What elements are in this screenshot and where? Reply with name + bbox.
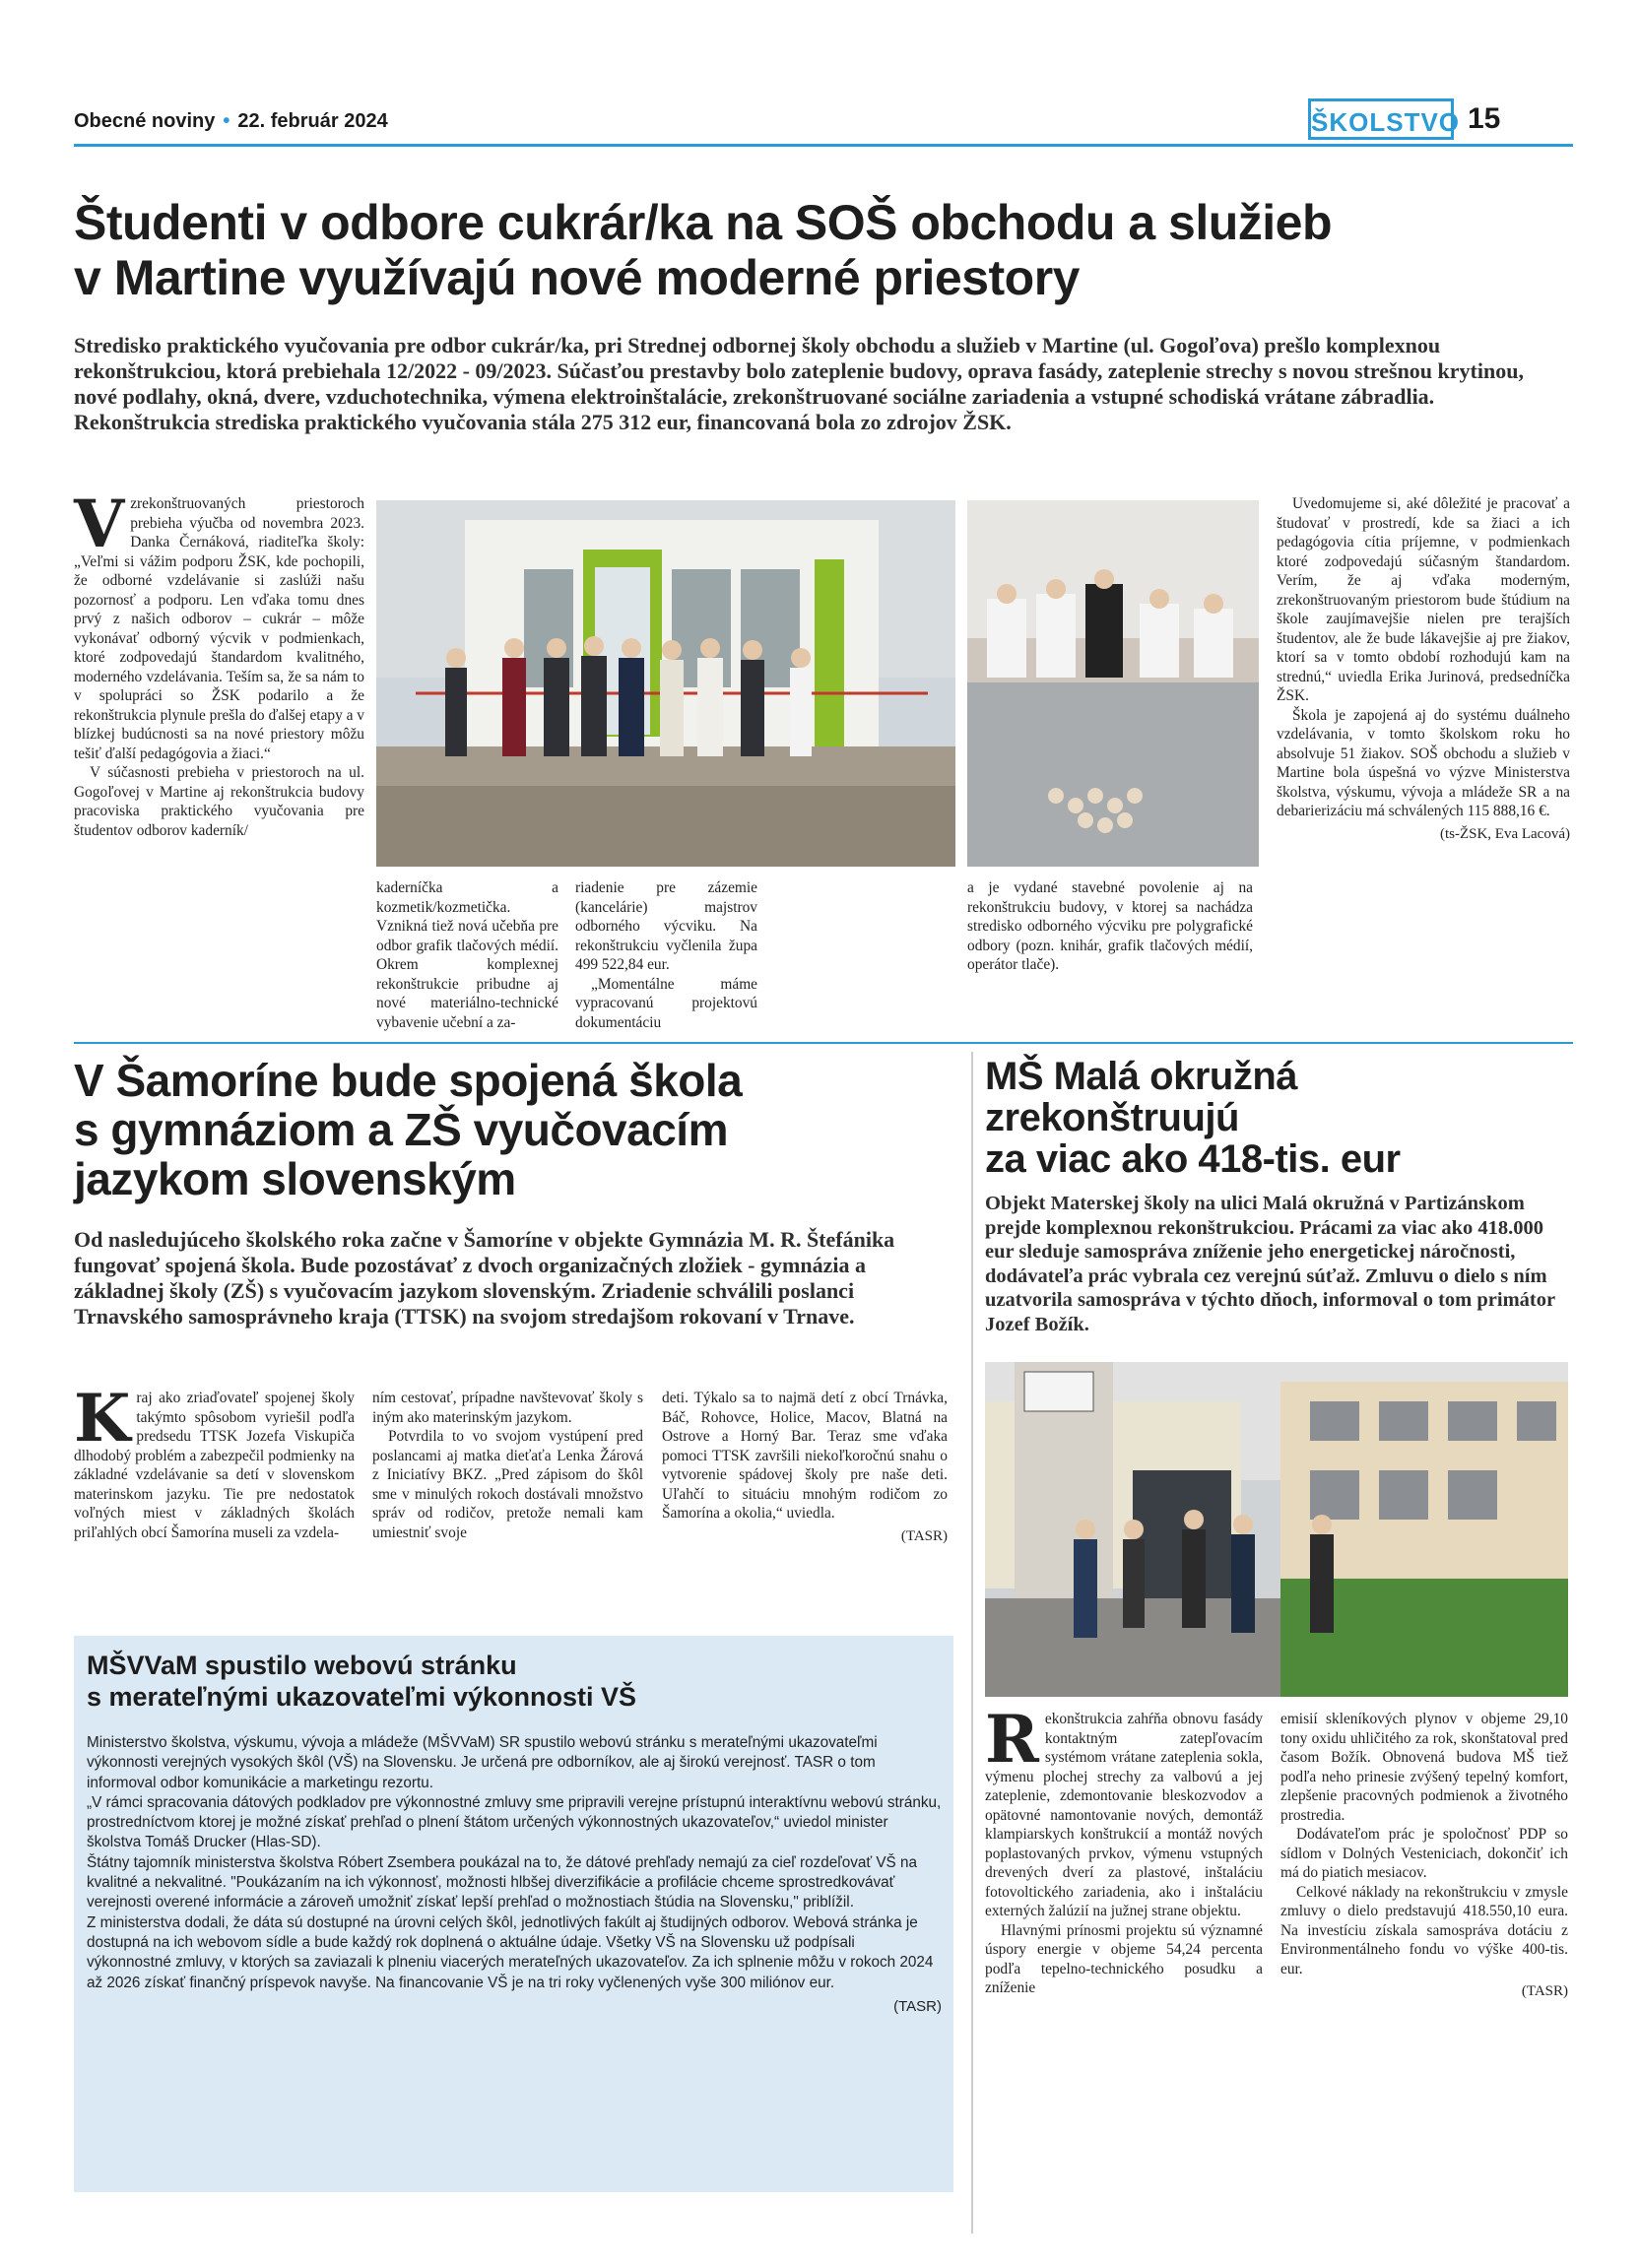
- section-badge: ŠKOLSTVO: [1308, 98, 1454, 140]
- pastry-workshop-illustration: [967, 500, 1259, 867]
- article2-col2-paragraph1: ním cestovať, prípadne navštevovať školy s iným ako materinským jazykom.: [372, 1390, 643, 1426]
- kindergarten-illustration: [985, 1362, 1568, 1697]
- article3-title-line3: za viac ako 418-tis. eur: [985, 1137, 1401, 1181]
- article1-column-2: [376, 878, 558, 1032]
- article1-headline: [74, 195, 1571, 305]
- article1-col1-paragraph1: zrekonštruovaných priestoroch prebieha výučba od novembra 2023. Danka Černáková, riaditeľka školy: „Veľmi si vážim podporu ŽSK, kde pochopili, že odborné vzdelávanie si zaslúži našu pozornosť a podporu. Len vďaka tomu dnes prvý z našich odborov – cukrár – môže vykonávať odborný výcvik v podmienkach, ktoré zodpovedajú štandardom kvalitného, moderného vzdelávania. Teším sa, že sa nám to v spolupráci so ŽSK podarilo a že rekonštrukcia plynule prešla do ďalšej etapy a v blízkej budúcnosti sa na nové priestory môžu tešiť ďalší pedagógovia a žiaci.“: [74, 495, 365, 762]
- article3-signature: (TASR): [1521, 1983, 1568, 1999]
- article3-title-line2: zrekonštruujú: [985, 1096, 1239, 1139]
- dropcap: R: [985, 1701, 1039, 1778]
- article2-col2-paragraph2: Potvrdila to vo svojom vystúpení pred poslancami aj matka dieťaťa Lenka Žárová z Iniciatívy BKZ. „Pred zápisom do škôl sme v minulých rokoch dostávali množstvo správ od rodičov, pretože nemali kam umiestniť svoje: [372, 1428, 643, 1541]
- news-box-paragraph4: Z ministerstva dodali, že dáta sú dostupné na úrovni celých škôl, jednotlivých fakúlt aj študijných odborov. Webová stránka je dostupná na ich webovom sídle a bude každý rok doplnená o aktuálne údaje. Všetky VŠ na Slovensku už podpísali výkonnostné zmluvy, v ktorých sa zaviazali k plneniu viacerých merateľných ukazovateľov. Za ich splnenie môžu v rokoch 2024 až 2026 získať finančný príspevok navyše. Na financovanie VŠ je na tri roky vyčlenených vyše 300 miliónov eur.: [87, 1913, 934, 1991]
- kindergarten-photo: [985, 1362, 1568, 1697]
- article2-title-line3: jazykom slovenským: [74, 1153, 516, 1204]
- article1-col3-paragraph2: „Momentálne máme vypracovanú projektovú dokumentáciu: [575, 975, 757, 1031]
- ribbon-cutting-photo: [376, 500, 955, 867]
- article1-column-3: [575, 878, 757, 1032]
- article2-lead: Od nasledujúceho školského roka začne v Šamoríne v objekte Gymnázia M. R. Štefánika fungovať spojená škola. Bude pozostávať z dvoch organizačných zložiek - gymnázia a základnej školy (ZŠ) s vyučovacím jazykom slovenským. Zriadenie schválili poslanci Trnavského samosprávneho kraja (TTSK) na svojom stredajšom rokovaní v Trnave.: [74, 1227, 895, 1328]
- page-number: 15: [1468, 102, 1501, 135]
- article1-col3-paragraph1: riadenie pre zázemie (kancelárie) majstrov odborného výcviku. Na rekonštrukciu vyčlenila župa 499 522,84 eur.: [575, 879, 757, 973]
- article3-title-line1: MŠ Malá okružná: [985, 1055, 1298, 1098]
- news-box-signature: (TASR): [893, 1997, 942, 2015]
- article3-column-2: [1280, 1710, 1568, 2002]
- article2-col3-paragraph: deti. Týkalo sa to najmä detí z obcí Trnávka, Báč, Rohovce, Holice, Macov, Blatná na Ostrove a Horný Bar. Teraz sme vďaka pomoci TTSK završili niekoľkoročnú snahu o vytvorenie spádovej školy pre naše deti. Uľahčí to situáciu mnohým rodičom zo Šamorína a okolia,“ uviedla.: [662, 1390, 948, 1522]
- article1-col5-paragraph2: Škola je zapojená aj do systému duálneho vzdelávania, v tomto školskom roku ho absolvuje 51 žiakov. SOŠ obchodu a služieb v Martine bola úspešná vo výzve Ministerstva školstva, výskumu, vývoja a mládeže SR a na debarierizáciu má schválených 115 888,16 €.: [1277, 706, 1570, 819]
- dropcap: K: [74, 1380, 131, 1457]
- separator-dot: •: [223, 110, 230, 132]
- issue-date: 22. február 2024: [237, 110, 388, 132]
- article1-col1-paragraph2: V súčasnosti prebieha v priestoroch na ul. Gogoľovej v Martine aj rekonštrukcia budovy pracoviska praktického vyučovania pre študentov odborov kaderník/: [74, 764, 364, 839]
- article1-column-5: [1277, 494, 1570, 844]
- article1-signature: (ts-ŽSK, Eva Lacová): [1439, 825, 1570, 842]
- article3-col1-paragraph2: Hlavnými prínosmi projektu sú významné úspory energie v objeme 54,24 percenta podľa tepelno-technického posudku a zníženie: [985, 1921, 1263, 1996]
- article3-col2-paragraph1: emisií skleníkových plynov v objeme 29,10 tony oxidu uhličitého za rok, skonštatoval pred časom Božík. Obnovená budova MŠ tiež podľa neho prinesie zvýšený tepelný komfort, zlepšenie pracovných podmienok a životného prostredia.: [1280, 1711, 1568, 1824]
- column-divider: [971, 1052, 973, 2234]
- news-box-title-line1: MŠVVaM spustilo webovú stránku: [87, 1651, 517, 1680]
- article1-column-1: [74, 486, 365, 840]
- publication-name: Obecné noviny: [74, 110, 216, 132]
- article2-column-3: [662, 1389, 948, 1546]
- article-divider: [74, 1042, 1573, 1044]
- news-box-paragraph3: Štátny tajomník ministerstva školstva Róbert Zsembera poukázal na to, že dátové prehľady nemajú za cieľ rozdeľovať VŠ na kvalitné a nekvalitné. "Poukázaním na ich výkonnosť, možnosti hlbšej diverzifikácie a profilácie chceme sprostredkovávať verejnosti overené informácie a zároveň umožniť získať lepší prehľad o možnostiach štúdia na Slovensku," priblížil.: [87, 1853, 918, 1912]
- news-box-title-line2: s merateľnými ukazovateľmi výkonnosti VŠ: [87, 1682, 637, 1712]
- article1-col2-paragraph: kaderníčka a kozmetik/kozmetička. Vznikná tiež nová učebňa pre odbor grafik tlačových médií. Okrem komplexnej rekonštrukcie pribudne aj nové materiálno-technické vybavenie učební a za-: [376, 879, 558, 1031]
- article2-signature: (TASR): [900, 1527, 948, 1544]
- article3-col2-paragraph3: Celkové náklady na rekonštrukciu v zmysle zmluvy o dielo predstavujú 418.550,10 eura. Na investíciu získala samospráva dotáciu z Environmentálneho fondu vo výške 400-tis. eur.: [1280, 1883, 1568, 1977]
- article3-column-1: [985, 1701, 1263, 1998]
- header-rule: [74, 144, 1573, 147]
- running-header: [74, 110, 388, 133]
- article3-headline: [985, 1056, 1566, 1180]
- article1-title-line2: v Martine využívajú nové moderné priestory: [74, 250, 1080, 305]
- article2-col1-paragraph: raj ako zriaďovateľ spojenej školy takýmto spôsobom vyriešil podľa predsedu TTSK Jozefa Viskupiča dlhodobý problém a zabezpečil podmienky na základné vzdelávanie sa detí v slovenskom materinskom jazyku. Tie pre nedostatok voľných miest v základných školách priľahlých obcí Šamorína museli za vzdela-: [74, 1390, 355, 1541]
- article2-headline: [74, 1056, 960, 1203]
- article3-col1-paragraph1: ekonštrukcia zahŕňa obnovu fasády kontaktným zatepľovacím systémom vrátane zateplenia sokla, výmenu plochej strechy za valbovú a jej zateplenie, zdemontovanie bleskozvodov a opätovné namontovanie nových, demontáž klampiarskych konštrukcií a montáž nových poplastovaných prvkov, výmenu vstupných drevených dverí za plastové, inštaláciu fotovoltického zariadenia, ako i inštaláciu externých žalúzií na južnej strane objektu.: [985, 1711, 1263, 1919]
- article1-lead: Stredisko praktického vyučovania pre odbor cukrár/ka, pri Strednej odbornej školy obchodu a služieb v Martine (ul. Gogoľova) prešlo komplexnou rekonštrukciou, ktorá prebiehala 12/2022 - 09/2023. Súčasťou prestavby bolo zateplenie budovy, oprava fasády, zateplenie strechy s novou strešnou krytinou, nové podlahy, okná, dvere, vzduchotechnika, výmena elektroinštalácie, zrekonštruované sociálne zariadenia a vstupné schodiská vrátane zábradlia. Rekonštrukcia strediska praktického vyučovania stála 275 312 eur, financovaná bola zo zdrojov ŽSK.: [74, 333, 1524, 434]
- article3-col2-paragraph2: Dodávateľom prác je spoločnosť PDP so sídlom v Dolných Vesteniciach, dokončiť ich má do piatich mesiacov.: [1280, 1826, 1568, 1881]
- ribbon-cutting-illustration: [376, 500, 955, 867]
- pastry-workshop-photo: [967, 500, 1259, 867]
- article2-title-line2: s gymnáziom a ZŠ vyučovacím: [74, 1104, 728, 1155]
- article1-title-line1: Študenti v odbore cukrár/ka na SOŠ obchodu a služieb: [74, 195, 1333, 250]
- news-box-paragraph2: „V rámci spracovania dátových podkladov pre výkonnostné zmluvy sme pripravili verejne prístupnú interaktívnu webovú stránku, prostredníctvom ktorej je možné získať prehľad o plnení štátom určených výkonnostných ukazovateľov,“ uviedol minister školstva Tomáš Drucker (Hlas-SD).: [87, 1793, 942, 1851]
- news-box-paragraph1: Ministerstvo školstva, výskumu, vývoja a mládeže (MŠVVaM) SR spustilo webovú stránku s merateľnými ukazovateľmi výkonnosti verejných vysokých škôl (VŠ) na Slovensku. Je určená pre odborníkov, ale aj širokú verejnosť. TASR o tom informoval odbor komunikácie a marketingu rezortu.: [87, 1734, 878, 1791]
- article1-col4-paragraph: a je vydané stavebné povolenie aj na rekonštrukciu budovy, v ktorej sa nachádza stredisko odborného výcviku pre polygrafické odbory (pozn. knihár, grafik tlačových médií, operátor tlače).: [967, 879, 1253, 973]
- article3-lead: Objekt Materskej školy na ulici Malá okružná v Partizánskom prejde komplexnou rekonštrukciou. Prácami za viac ako 418.000 eur sleduje samospráva zníženie jeho energetickej náročnosti, dodávateľa prác vybrala cez verejnú súťaž. Zmluvu o dielo s ním uzatvorila samospráva v týchto dňoch, informoval o tom primátor Jozef Božík.: [985, 1193, 1555, 1335]
- article2-column-1: [74, 1380, 355, 1542]
- dropcap: V: [74, 486, 125, 562]
- news-box-title: [87, 1650, 934, 1713]
- article2-column-2: [372, 1389, 643, 1542]
- article2-title-line1: V Šamoríne bude spojená škola: [74, 1055, 743, 1106]
- article1-column-4: [967, 878, 1253, 975]
- news-box-body: [87, 1733, 942, 2017]
- article1-col5-paragraph1: Uvedomujeme si, aké dôležité je pracovať a študovať v prostredí, kde sa žiaci a ich pedagógovia cítia príjemne, v podmienkach ktoré zodpovedajú súčasným štandardom. Verím, že aj vďaka moderným, zrekonštruovaným priestorom bude štúdium na škole zaujímavejšie nielen pre terajších študentov, ale že bude lákavejšie aj pre žiakov, ktorí sa v tomto období rozhodujú kam na strednú,“ uviedla Erika Jurinová, predsedníčka ŽSK.: [1277, 495, 1570, 704]
